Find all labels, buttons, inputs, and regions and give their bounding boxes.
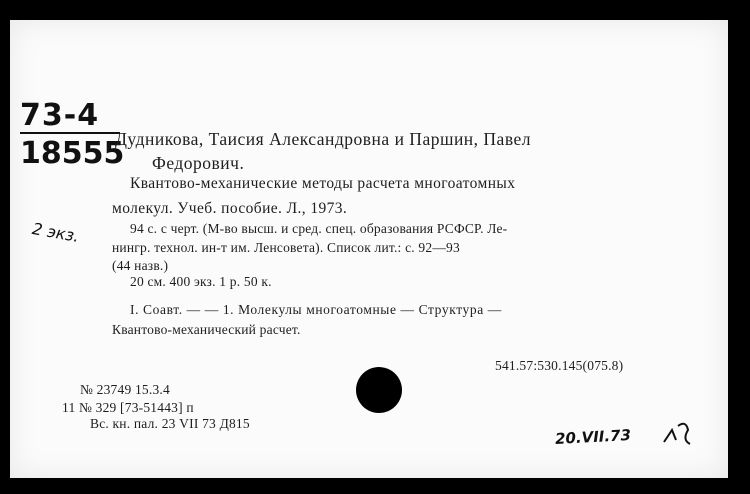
description-line-1: 94 с. с черт. (М-во высш. и сред. спец. образования РСФСР. Ле- bbox=[130, 221, 508, 236]
catalog-card bbox=[10, 20, 728, 478]
title-line-2: молекул. Учеб. пособие. Л., 1973. bbox=[112, 200, 348, 217]
card-punch-hole bbox=[356, 367, 402, 413]
description-line-2: нингр. технол. ин-т им. Ленсовета). Список лит.: с. 92—93 bbox=[112, 240, 460, 255]
handwritten-date: 20.VII.73 bbox=[554, 426, 632, 448]
tracing-line-1: I. Соавт. — — 1. Молекулы многоатомные — Структура — bbox=[130, 302, 502, 317]
record-line-1: № 23749 15.3.4 bbox=[80, 382, 170, 397]
handwritten-scribble bbox=[660, 418, 700, 448]
price-line: 20 см. 400 экз. 1 р. 50 к. bbox=[130, 274, 272, 289]
tracing-line-2: Квантово-механический расчет. bbox=[112, 322, 301, 337]
author-line-2: Федорович. bbox=[152, 153, 245, 173]
record-line-3: Вс. кн. пал. 23 VII 73 Д815 bbox=[90, 416, 250, 431]
margin-note: 2 экз. bbox=[30, 219, 81, 246]
title-line-1: Квантово-механические методы расчета многоатомных bbox=[130, 175, 516, 192]
author-line-1: Дудникова, Таисия Александровна и Паршин, Павел bbox=[115, 129, 531, 149]
call-number-divider bbox=[20, 132, 120, 134]
call-number-top: 73-4 bbox=[20, 98, 100, 133]
description-line-3: (44 назв.) bbox=[112, 258, 169, 273]
call-number-bottom: 18555 bbox=[20, 136, 125, 171]
record-line-2: 11 № 329 [73-51443] п bbox=[62, 400, 194, 415]
classification-number: 541.57:530.145(075.8) bbox=[495, 358, 624, 373]
